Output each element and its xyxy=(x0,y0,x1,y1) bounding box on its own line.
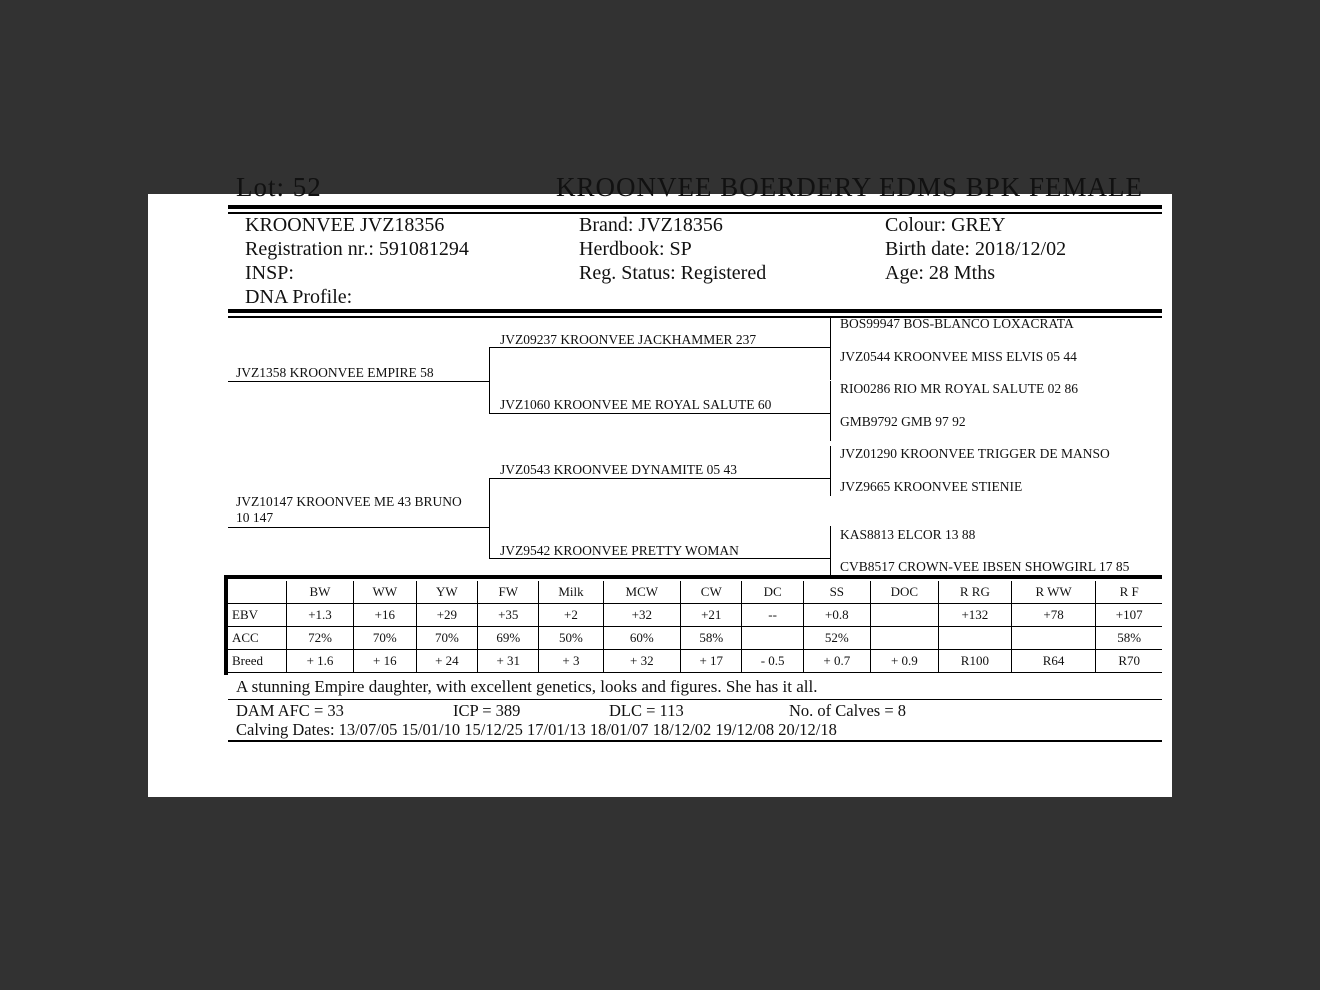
ebv-header-row xyxy=(228,581,1162,604)
table-cell: BW xyxy=(287,581,354,604)
insp: INSP: xyxy=(245,262,294,284)
table-cell: 70% xyxy=(416,627,477,650)
pedigree-dds: KAS8813 ELCOR 13 88 xyxy=(840,527,976,542)
ebv-rule-thick xyxy=(224,575,1162,579)
table-cell: + 0.7 xyxy=(803,650,870,673)
dna-profile: DNA Profile: xyxy=(245,286,353,308)
pedigree-line xyxy=(228,381,490,382)
table-cell: 52% xyxy=(803,627,870,650)
table-cell: +21 xyxy=(681,604,742,627)
table-cell: + 17 xyxy=(681,650,742,673)
lot-number: Lot: 52 xyxy=(236,172,322,202)
table-cell: + 24 xyxy=(416,650,477,673)
pedigree-line xyxy=(489,478,831,479)
table-cell: FW xyxy=(478,581,539,604)
pedigree-line xyxy=(830,318,831,380)
animal-comment: A stunning Empire daughter, with excellent genetics, looks and figures. She has it all. xyxy=(236,677,818,696)
comment-rule xyxy=(228,699,1162,700)
table-cell: R100 xyxy=(938,650,1011,673)
table-cell: + 0.9 xyxy=(870,650,938,673)
table-row xyxy=(228,650,1162,673)
table-cell xyxy=(870,604,938,627)
table-cell: 50% xyxy=(539,627,603,650)
table-cell: R RG xyxy=(938,581,1011,604)
table-cell xyxy=(938,627,1011,650)
catalogue-page xyxy=(148,172,1172,797)
pedigree-line xyxy=(489,558,831,559)
table-cell: +132 xyxy=(938,604,1011,627)
table-cell: +29 xyxy=(416,604,477,627)
animal-info-col1 xyxy=(245,213,469,309)
pedigree-sds: RIO0286 RIO MR ROYAL SALUTE 02 86 xyxy=(840,381,1079,396)
table-cell: 58% xyxy=(681,627,742,650)
table-cell: EBV xyxy=(228,604,287,627)
table-cell: + 32 xyxy=(603,650,681,673)
dam-afc: DAM AFC = 33 xyxy=(236,701,344,720)
pedigree-line xyxy=(228,527,490,528)
table-cell: - 0.5 xyxy=(742,650,803,673)
pedigree-sire: JVZ1358 KROONVEE EMPIRE 58 xyxy=(236,365,434,380)
ebv-table xyxy=(228,581,1162,673)
table-cell: ACC xyxy=(228,627,287,650)
table-cell xyxy=(742,627,803,650)
table-cell: +0.8 xyxy=(803,604,870,627)
pedigree-sd: JVZ1060 KROONVEE ME ROYAL SALUTE 60 xyxy=(500,397,772,412)
age: Age: 28 Mths xyxy=(885,262,995,284)
pedigree-dam: JVZ10147 KROONVEE ME 43 BRUNO xyxy=(236,494,462,509)
table-row xyxy=(228,627,1162,650)
pedigree-line xyxy=(489,413,831,414)
pedigree-line xyxy=(830,381,831,441)
pedigree-ddd: CVB8517 CROWN-VEE IBSEN SHOWGIRL 17 85 xyxy=(840,559,1130,574)
pedigree-line xyxy=(830,526,831,576)
pedigree-sdd: GMB9792 GMB 97 92 xyxy=(840,414,966,429)
dam-dlc: DLC = 113 xyxy=(609,701,684,720)
table-cell: R70 xyxy=(1096,650,1162,673)
table-cell: 69% xyxy=(478,627,539,650)
table-cell: YW xyxy=(416,581,477,604)
table-cell: MCW xyxy=(603,581,681,604)
pedigree-line xyxy=(489,347,831,348)
table-cell xyxy=(1011,627,1096,650)
table-cell: +107 xyxy=(1096,604,1162,627)
top-rule-thick xyxy=(228,205,1162,209)
pedigree-sss: BOS99947 BOS-BLANCO LOXACRATA xyxy=(840,316,1074,331)
animal-name: KROONVEE JVZ18356 xyxy=(245,214,445,236)
table-cell: R F xyxy=(1096,581,1162,604)
table-cell: CW xyxy=(681,581,742,604)
reg-status: Reg. Status: Registered xyxy=(579,262,767,284)
table-cell: DOC xyxy=(870,581,938,604)
dam-icp: ICP = 389 xyxy=(453,701,521,720)
pedigree-line xyxy=(489,347,490,414)
table-cell: DC xyxy=(742,581,803,604)
table-cell: +16 xyxy=(353,604,416,627)
table-cell xyxy=(228,581,287,604)
pedigree-dd: JVZ9542 KROONVEE PRETTY WOMAN xyxy=(500,543,739,558)
pedigree-rule-thick xyxy=(228,309,1162,313)
table-cell: 58% xyxy=(1096,627,1162,650)
table-cell: Breed xyxy=(228,650,287,673)
pedigree-ssd: JVZ0544 KROONVEE MISS ELVIS 05 44 xyxy=(840,349,1077,364)
bottom-rule xyxy=(228,740,1162,742)
table-cell: 70% xyxy=(353,627,416,650)
table-cell: 60% xyxy=(603,627,681,650)
brand: Brand: JVZ18356 xyxy=(579,214,723,236)
pedigree-dsd: JVZ9665 KROONVEE STIENIE xyxy=(840,479,1023,494)
table-cell: +2 xyxy=(539,604,603,627)
calving-dates: Calving Dates: 13/07/05 15/01/10 15/12/25 17/01/13 18/01/07 18/12/02 19/12/08 20/12/18 xyxy=(236,720,837,739)
pedigree-line xyxy=(489,478,490,559)
table-cell: SS xyxy=(803,581,870,604)
table-row xyxy=(228,604,1162,627)
table-cell: R WW xyxy=(1011,581,1096,604)
table-cell: 72% xyxy=(287,627,354,650)
pedigree-ds: JVZ0543 KROONVEE DYNAMITE 05 43 xyxy=(500,462,737,477)
colour: Colour: GREY xyxy=(885,214,1006,236)
dam-calves: No. of Calves = 8 xyxy=(789,701,906,720)
table-cell: +1.3 xyxy=(287,604,354,627)
table-cell: +32 xyxy=(603,604,681,627)
birth-date: Birth date: 2018/12/02 xyxy=(885,238,1067,260)
table-cell: Milk xyxy=(539,581,603,604)
table-cell: + 16 xyxy=(353,650,416,673)
pedigree-line xyxy=(830,446,831,496)
registration-number: Registration nr.: 591081294 xyxy=(245,238,469,260)
animal-info-col2 xyxy=(579,213,766,285)
pedigree-ss: JVZ09237 KROONVEE JACKHAMMER 237 xyxy=(500,332,757,347)
breeder-title: KROONVEE BOERDERY EDMS BPK FEMALE xyxy=(556,172,1144,202)
table-cell: WW xyxy=(353,581,416,604)
table-cell xyxy=(870,627,938,650)
pedigree-dam-cont: 10 147 xyxy=(236,510,274,525)
table-cell: +35 xyxy=(478,604,539,627)
herdbook: Herdbook: SP xyxy=(579,238,692,260)
pedigree-dss: JVZ01290 KROONVEE TRIGGER DE MANSO xyxy=(840,446,1110,461)
table-cell: +78 xyxy=(1011,604,1096,627)
table-cell: + 3 xyxy=(539,650,603,673)
table-cell: + 1.6 xyxy=(287,650,354,673)
table-cell: -- xyxy=(742,604,803,627)
animal-info-col3 xyxy=(885,213,1066,285)
table-cell: R64 xyxy=(1011,650,1096,673)
table-cell: + 31 xyxy=(478,650,539,673)
